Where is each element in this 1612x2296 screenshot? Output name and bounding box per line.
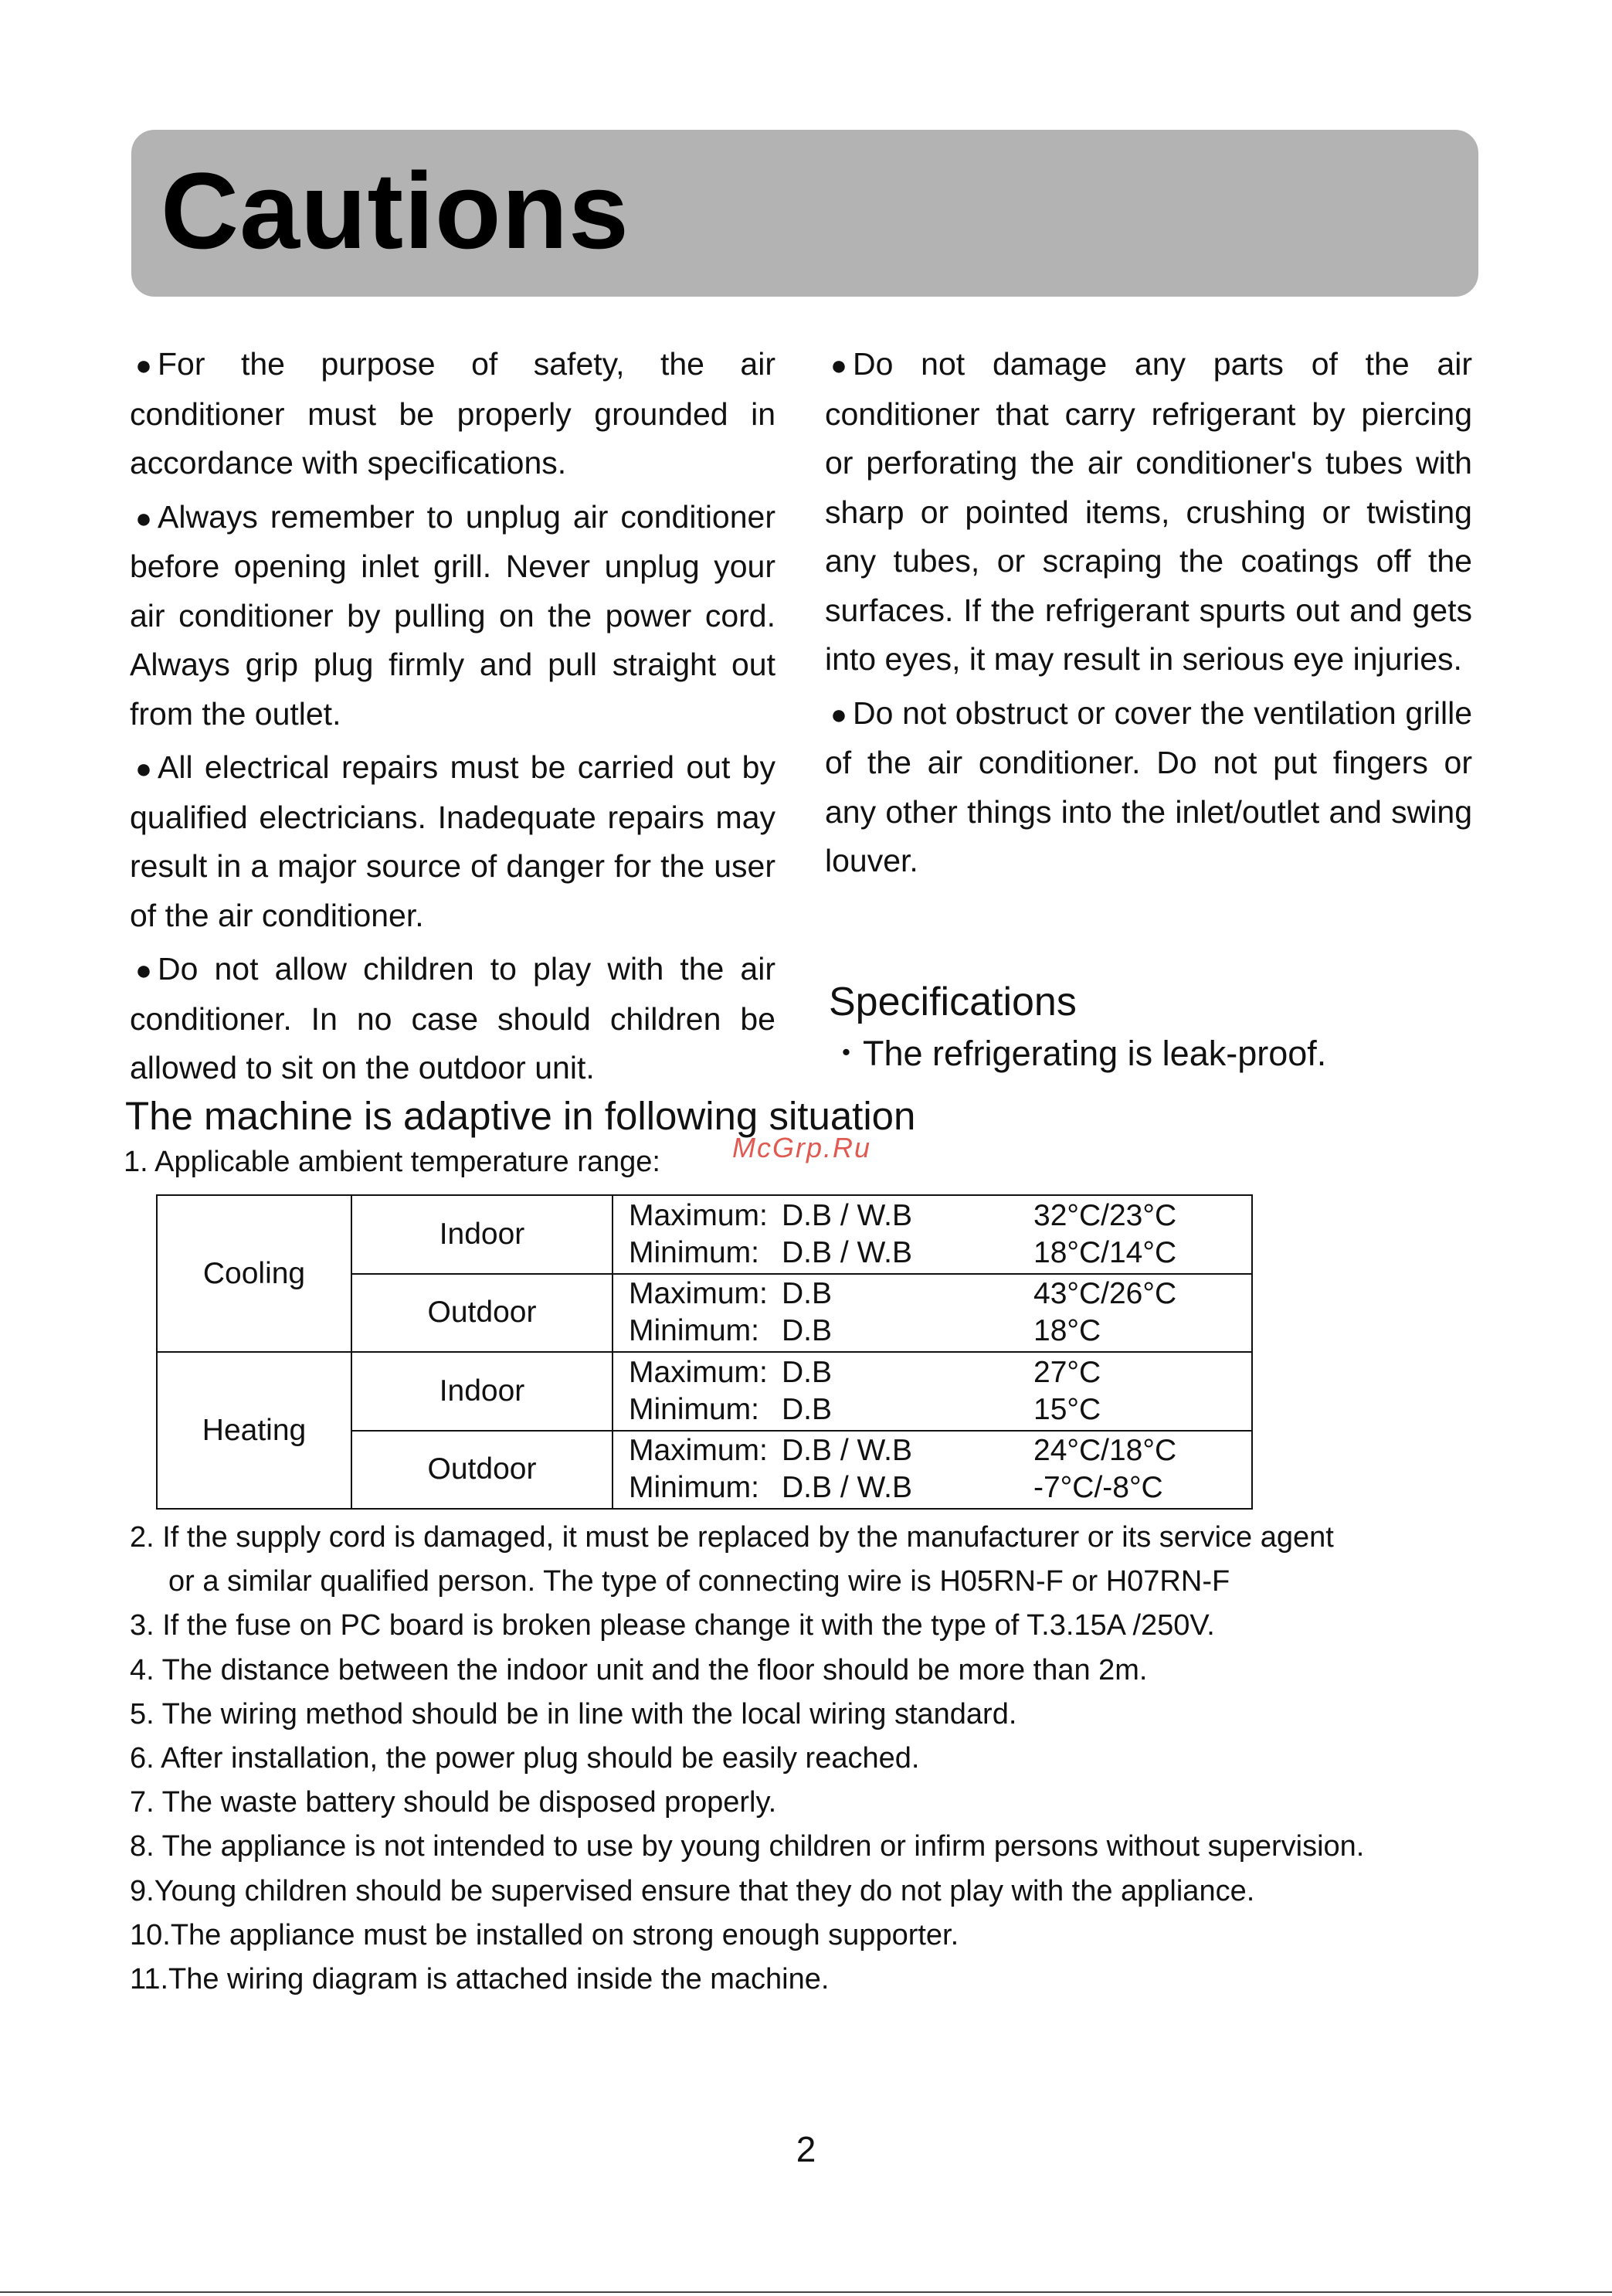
list-item: 3. If the fuse on PC board is broken please change it with the type of T.3.15A /250V. (130, 1609, 1215, 1642)
caution-paragraph: ● Do not allow children to play with the air conditioner. In no case should children be allowed to sit on the outdoor unit. (130, 945, 775, 1093)
caution-paragraph: ● Do not obstruct or cover the ventilation grille of the air conditioner. Do not put fingers or any other things into the inlet/outlet and swing louver. (825, 689, 1472, 886)
table-row: Minimum: D.B / W.B -7°C/-8°C (629, 1471, 1163, 1505)
bullet-icon: ● (135, 954, 152, 986)
values-cell (613, 1195, 1252, 1274)
temperature-range-label: 1. Applicable ambient temperature range: (124, 1146, 660, 1178)
watermark: McGrp.Ru (732, 1132, 872, 1163)
page-divider (0, 2291, 1612, 2293)
right-caution-column (825, 340, 1472, 891)
list-item: 2. If the supply cord is damaged, it must be replaced by the manufacturer or its service agent (130, 1521, 1334, 1554)
table-row: Minimum: D.B 18°C (629, 1314, 1101, 1348)
specifications-section (829, 975, 1326, 1078)
list-item: 10.The appliance must be installed on strong enough supporter. (130, 1918, 959, 1951)
specifications-item: ・The refrigerating is leak-proof. (829, 1029, 1326, 1078)
list-item: 4. The distance between the indoor unit and the floor should be more than 2m. (130, 1653, 1148, 1686)
bullet-icon: ・ (829, 1034, 864, 1073)
values-cell (613, 1274, 1252, 1353)
page-title: Cautions (161, 150, 630, 271)
notes-list (130, 1516, 1536, 2002)
temperature-table (156, 1194, 1253, 1510)
list-item: 11.The wiring diagram is attached inside the machine. (130, 1962, 830, 1995)
caution-paragraph: ● Do not damage any parts of the air conditioner that carry refrigerant by piercing or perforating the air conditioner's tubes with sharp or pointed items, crushing or twisting any tubes, or scraping the coatings off the surfaces. If the refrigerant spurts out and gets into eyes, it may result in serious eye injuries. (825, 340, 1472, 684)
location-cell: Outdoor (351, 1274, 613, 1353)
list-item: 8. The appliance is not intended to use by young children or infirm persons without supervision. (130, 1830, 1365, 1863)
list-item: or a similar qualified person. The type of connecting wire is H05RN-F or H07RN-F (168, 1565, 1230, 1598)
table-row: Minimum: D.B 15°C (629, 1392, 1101, 1426)
list-item: 6. After installation, the power plug should be easily reached. (130, 1741, 920, 1775)
page-number: 2 (796, 2129, 816, 2169)
values-cell (613, 1431, 1252, 1510)
table-row: Maximum: D.B / W.B 32°C/23°C (629, 1198, 1177, 1232)
bullet-icon: ● (135, 501, 152, 534)
location-cell: Indoor (351, 1195, 613, 1274)
bullet-icon: ● (135, 349, 152, 381)
mode-cell-heating: Heating (157, 1352, 351, 1509)
caution-paragraph: ● For the purpose of safety, the air conditioner must be properly grounded in accordance with specifications. (130, 340, 775, 488)
mode-cell-cooling: Cooling (157, 1195, 351, 1352)
list-item: 7. The waste battery should be disposed properly. (130, 1786, 777, 1819)
left-caution-column (130, 340, 775, 1098)
bullet-icon: ● (135, 752, 152, 784)
bullet-icon: ● (830, 349, 847, 381)
table-row: Maximum: D.B 27°C (629, 1355, 1101, 1389)
bullet-icon: ● (830, 698, 847, 730)
location-cell: Indoor (351, 1352, 613, 1431)
list-item: 9.Young children should be supervised ensure that they do not play with the appliance. (130, 1874, 1255, 1907)
list-item: 5. The wiring method should be in line with the local wiring standard. (130, 1697, 1017, 1730)
specifications-heading: Specifications (829, 980, 1077, 1024)
values-cell (613, 1352, 1252, 1431)
location-cell: Outdoor (351, 1431, 613, 1510)
caution-paragraph: ● Always remember to unplug air conditioner before opening inlet grill. Never unplug your air conditioner by pulling on the power cord. Always grip plug firmly and pull straight out from the outlet. (130, 493, 775, 739)
caution-paragraph: ● All electrical repairs must be carried out by qualified electricians. Inadequate repairs may result in a major source of danger for the user of the air conditioner. (130, 743, 775, 940)
table-row: Maximum: D.B / W.B 24°C/18°C (629, 1434, 1177, 1468)
situation-heading: The machine is adaptive in following situation (125, 1094, 916, 1138)
title-banner (131, 130, 1478, 297)
table-row: Maximum: D.B 43°C/26°C (629, 1277, 1177, 1311)
table-row: Minimum: D.B / W.B 18°C/14°C (629, 1235, 1177, 1269)
